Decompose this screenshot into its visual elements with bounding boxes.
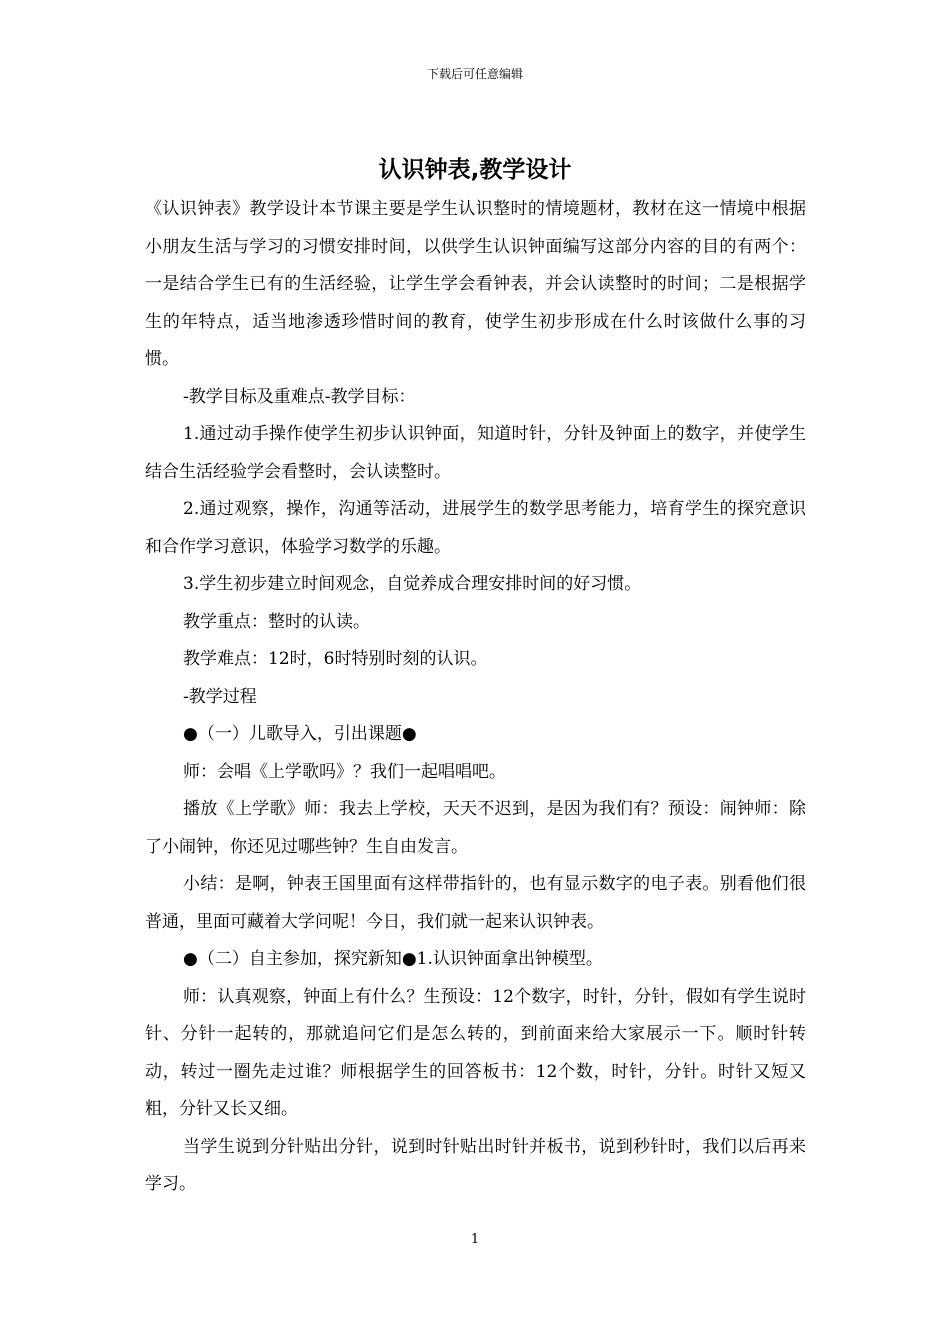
page-header: 下载后可任意编辑 — [426, 67, 523, 81]
paragraph-observe: 师：认真观察，钟面上有什么？生预设：12个数字，时针，分针，假如有学生说时针、分针一起转的，那就追问它们是怎么转的，到前面来给大家展示一下。顺时针转动，转过一圈先走过谁？师根据学生的回答板书：12个数，时针，分针。时针又短又粗，分针又长又细。 — [145, 986, 806, 1119]
paragraph-hands: 当学生说到分针贴出分针，说到时针贴出时针并板书，说到秒针时，我们以后再来学习。 — [145, 1136, 806, 1194]
paragraph-teacher-sing: 师：会唱《上学歌吗》？我们一起唱唱吧。 — [183, 761, 506, 782]
paragraph-objective-2: 2.通过观察，操作，沟通等活动，进展学生的数学思考能力，培育学生的探究意识和合作学习意识，体验学习数学的乐趣。 — [145, 499, 806, 557]
paragraph-objective-3: 3.学生初步建立时间观念，自觉养成合理安排时间的好习惯。 — [183, 574, 642, 594]
paragraph-objective-1: 1.通过动手操作使学生初步认识钟面，知道时针，分针及钟面上的数字，并使学生结合生活经验学会看整时，会认读整时。 — [145, 424, 806, 482]
paragraph-summary: 小结：是啊，钟表王国里面有这样带指针的，也有显示数字的电子表。别看他们很普通，里面可藏着大学问呢！今日，我们就一起来认识钟表。 — [145, 874, 806, 932]
paragraph-section-2: ●（二）自主参加，探究新知●1.认识钟面拿出钟模型。 — [183, 949, 603, 969]
paragraph-play-song: 播放《上学歌》师：我去上学校，天天不迟到，是因为我们有？预设：闹钟师：除了小闹钟，你还见过哪些钟？生自由发言。 — [145, 799, 806, 857]
page-number: 1 — [470, 1232, 480, 1247]
paragraph-key-point: 教学重点：整时的认读。 — [183, 611, 370, 632]
paragraph-section-1: ●（一）儿歌导入，引出课题● — [183, 724, 417, 744]
paragraph-process-heading: -教学过程 — [183, 686, 257, 707]
paragraph-intro: 《认识钟表》教学设计本节课主要是学生认识整时的情境题材，教材在这一情境中根据小朋友生活与学习的习惯安排时间，以供学生认识钟面编写这部分内容的目的有两个：一是结合学生已有的生活经验，让学生学会看钟表，并会认读整时的时间；二是根据学生的年特点，适当地渗透珍惜时间的教育，使学生初步形成在什么时该做什么事的习惯。 — [145, 199, 806, 369]
paragraph-difficulty: 教学难点：12时，6时特别时刻的认识。 — [183, 649, 488, 669]
document-title: 认识钟表,教学设计 — [378, 157, 572, 183]
paragraph-objectives-heading: -教学目标及重难点-教学目标： — [183, 386, 416, 407]
document-body — [145, 191, 806, 1204]
